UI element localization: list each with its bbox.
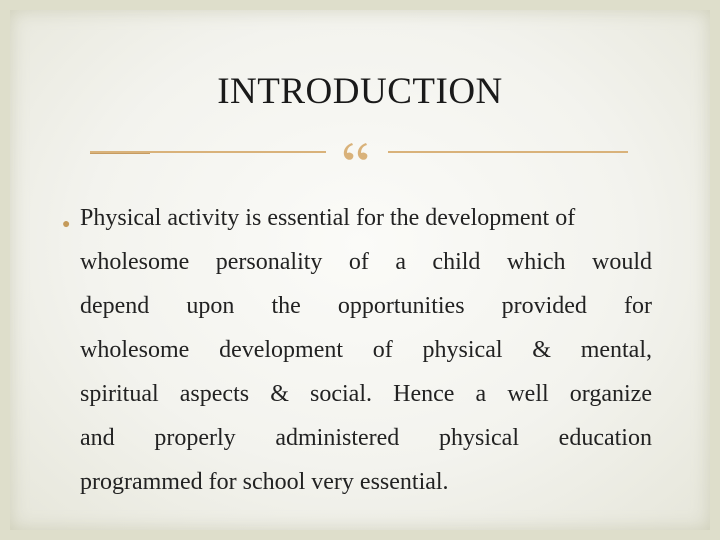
paragraph-line: Physical activity is essential for the development of — [80, 205, 576, 231]
paragraph-line — [60, 284, 652, 328]
slide-title: INTRODUCTION — [217, 71, 503, 112]
paragraph-word: Hence — [393, 381, 455, 407]
paragraph-word: of — [372, 337, 393, 363]
paragraph-word: education — [558, 425, 652, 451]
paragraph-word: physical — [439, 425, 519, 451]
paragraph-word: of — [348, 249, 369, 275]
paragraph-line — [60, 372, 652, 416]
quote-icon — [340, 140, 380, 164]
paragraph-word: and — [80, 425, 115, 451]
divider-line-right — [388, 151, 628, 153]
paragraph-word: administered — [275, 425, 400, 451]
paragraph-word: aspects — [179, 381, 250, 407]
paragraph-word: opportunities — [337, 293, 465, 319]
paragraph-word: a — [395, 249, 406, 275]
paragraph-word: mental, — [580, 337, 652, 363]
bullet-dot-icon: ● — [62, 217, 71, 232]
paragraph-word: well — [507, 381, 549, 407]
paragraph-word: physical — [422, 337, 503, 363]
paragraph-word: a — [475, 381, 487, 407]
paragraph-word: wholesome — [80, 249, 190, 275]
paragraph-line — [60, 416, 652, 460]
paragraph-word: properly — [154, 425, 236, 451]
paragraph-word: upon — [186, 293, 235, 319]
paragraph-word: for — [624, 293, 652, 319]
divider-line-accent — [90, 153, 150, 154]
paragraph-word: personality — [215, 249, 323, 275]
paragraph-line: programmed for school very essential. — [80, 469, 449, 495]
paragraph-line — [60, 328, 652, 372]
paragraph-word: depend — [80, 293, 150, 319]
paragraph-word: development — [219, 337, 344, 363]
paragraph-word: wholesome — [80, 337, 190, 363]
paragraph-word: which — [506, 249, 566, 275]
title-divider — [90, 140, 630, 164]
paragraph-word: & — [270, 381, 289, 407]
paragraph-word: provided — [501, 293, 587, 319]
paragraph-word: would — [591, 249, 652, 275]
intro-paragraph — [60, 196, 652, 504]
paragraph-word: spiritual — [80, 381, 159, 407]
paragraph-line — [60, 240, 652, 284]
paragraph-word: organize — [569, 381, 652, 407]
paragraph-word: child — [432, 249, 481, 275]
paragraph-word: & — [532, 337, 551, 363]
paragraph-word: social. — [310, 381, 372, 407]
paragraph-word: the — [271, 293, 301, 319]
